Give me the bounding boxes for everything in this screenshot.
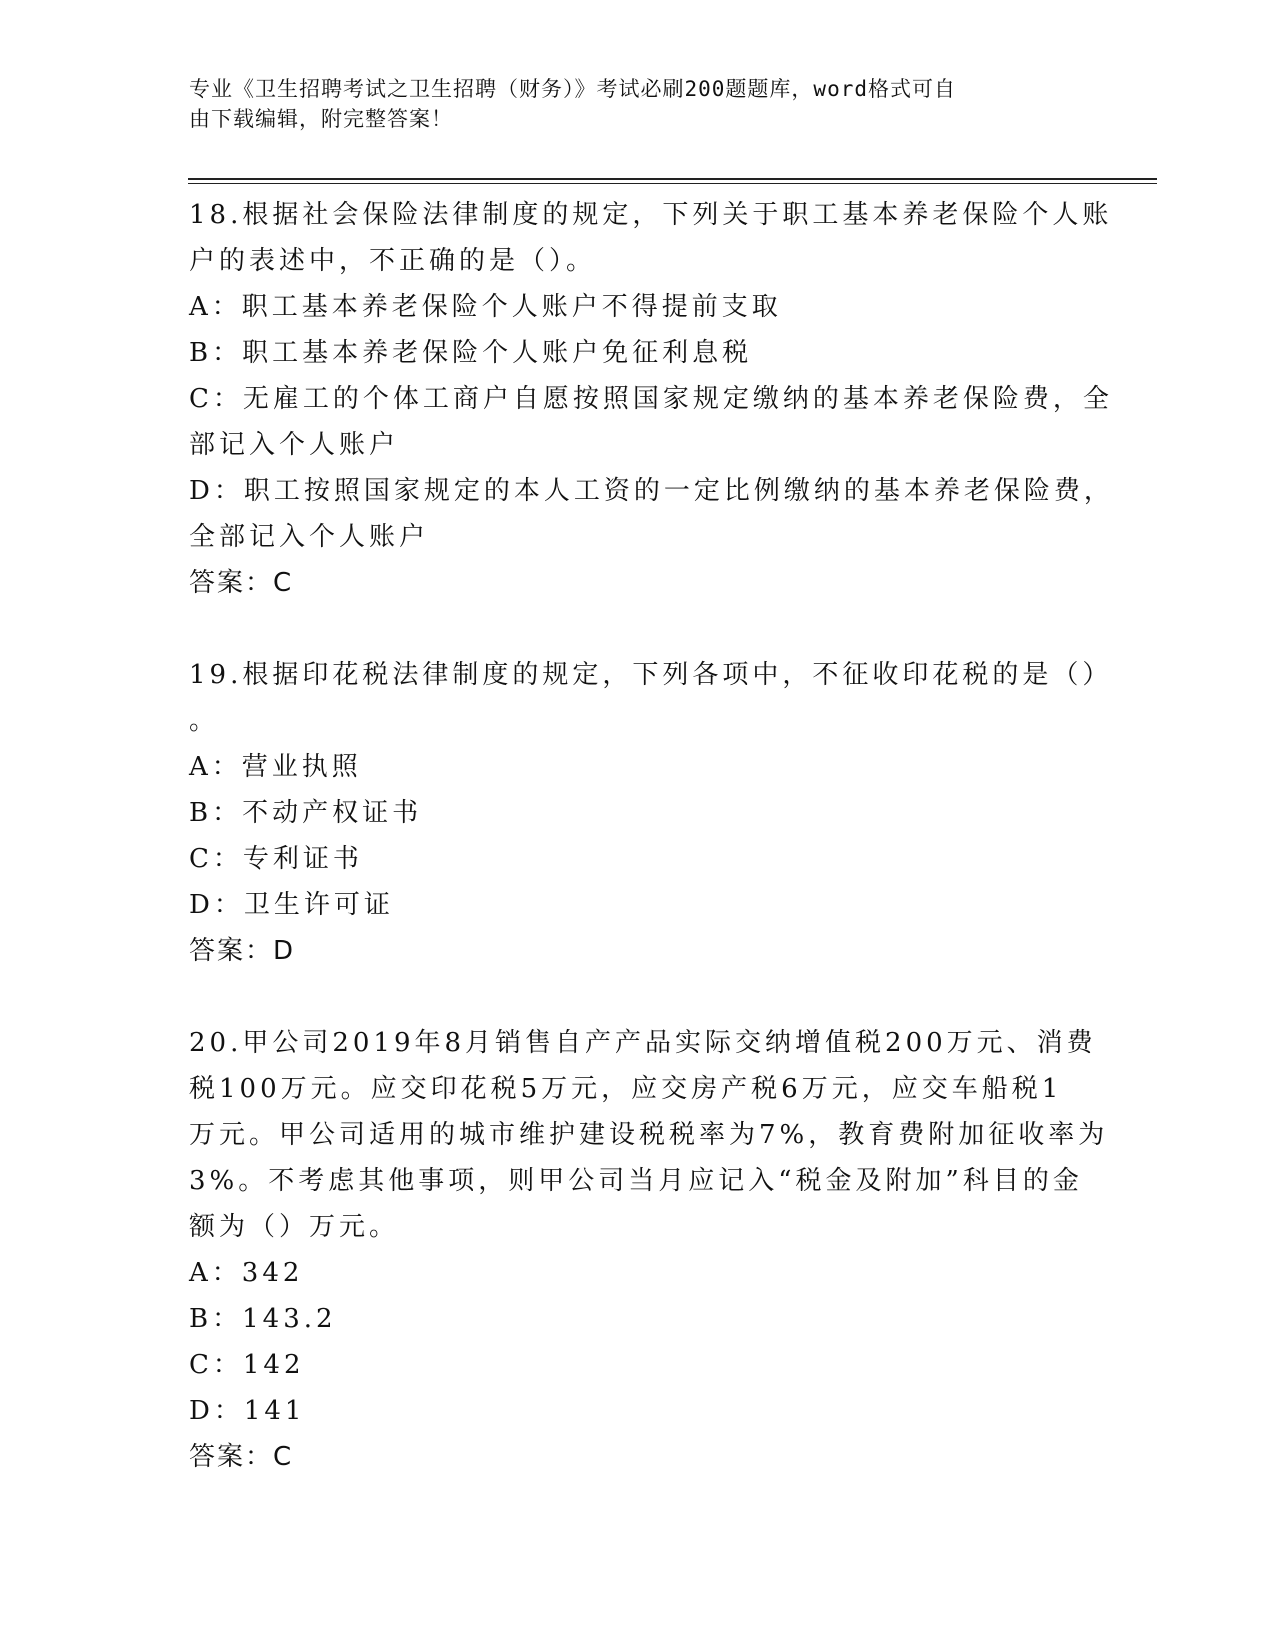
option-a: A：营业执照 <box>189 752 362 782</box>
question-stem-line: 额为（）万元。 <box>189 1212 400 1242</box>
answer-label: 答案：D <box>189 936 296 966</box>
header-line-1: 专业《卫生招聘考试之卫生招聘（财务）》考试必刷200题题库，word格式可自 <box>189 77 956 101</box>
option-a: A：职工基本养老保险个人账户不得提前支取 <box>189 292 782 322</box>
question-stem-line: 19.根据印花税法律制度的规定，下列各项中，不征收印花税的是（） <box>189 660 1113 690</box>
option-d: D：卫生许可证 <box>189 890 394 920</box>
option-c-continued: 部记入个人账户 <box>189 430 400 460</box>
question-spacer <box>189 974 1089 1020</box>
header-divider <box>188 178 1157 180</box>
question-stem-line: 。 <box>189 706 220 736</box>
header-line-2: 由下载编辑，附完整答案！ <box>189 107 453 131</box>
document-header <box>189 74 1069 134</box>
option-b: B：143.2 <box>189 1304 337 1334</box>
option-c: C：142 <box>189 1350 305 1380</box>
question-stem-line: 税100万元。应交印花税5万元，应交房产税6万元，应交车船税1 <box>189 1074 1063 1104</box>
answer-label: 答案：C <box>189 568 294 598</box>
question-18 <box>189 192 1114 606</box>
header-divider-thin <box>188 183 1157 184</box>
option-b: B：职工基本养老保险个人账户免征利息税 <box>189 338 753 368</box>
question-spacer <box>189 606 1089 652</box>
option-c: C：专利证书 <box>189 844 363 874</box>
option-d: D：141 <box>189 1396 306 1426</box>
question-20 <box>189 1020 1109 1480</box>
option-a: A：342 <box>189 1258 304 1288</box>
question-list <box>189 192 1114 1480</box>
question-stem-line: 万元。甲公司适用的城市维护建设税税率为7%，教育费附加征收率为 <box>189 1120 1109 1150</box>
option-d: D：职工按照国家规定的本人工资的一定比例缴纳的基本养老保险费， <box>189 476 1114 506</box>
question-19 <box>189 652 1113 974</box>
option-c: C：无雇工的个体工商户自愿按照国家规定缴纳的基本养老保险费，全 <box>189 384 1113 414</box>
question-stem-line: 3%。不考虑其他事项，则甲公司当月应记入“税金及附加”科目的金 <box>189 1166 1083 1196</box>
answer-label: 答案：C <box>189 1442 294 1472</box>
option-d-continued: 全部记入个人账户 <box>189 522 430 552</box>
option-b: B：不动产权证书 <box>189 798 423 828</box>
question-stem-line: 20.甲公司2019年8月销售自产产品实际交纳增值税200万元、消费 <box>189 1028 1097 1058</box>
question-stem-line: 18.根据社会保险法律制度的规定，下列关于职工基本养老保险个人账 <box>189 200 1113 230</box>
question-stem-line: 户的表述中，不正确的是（）。 <box>189 246 597 276</box>
